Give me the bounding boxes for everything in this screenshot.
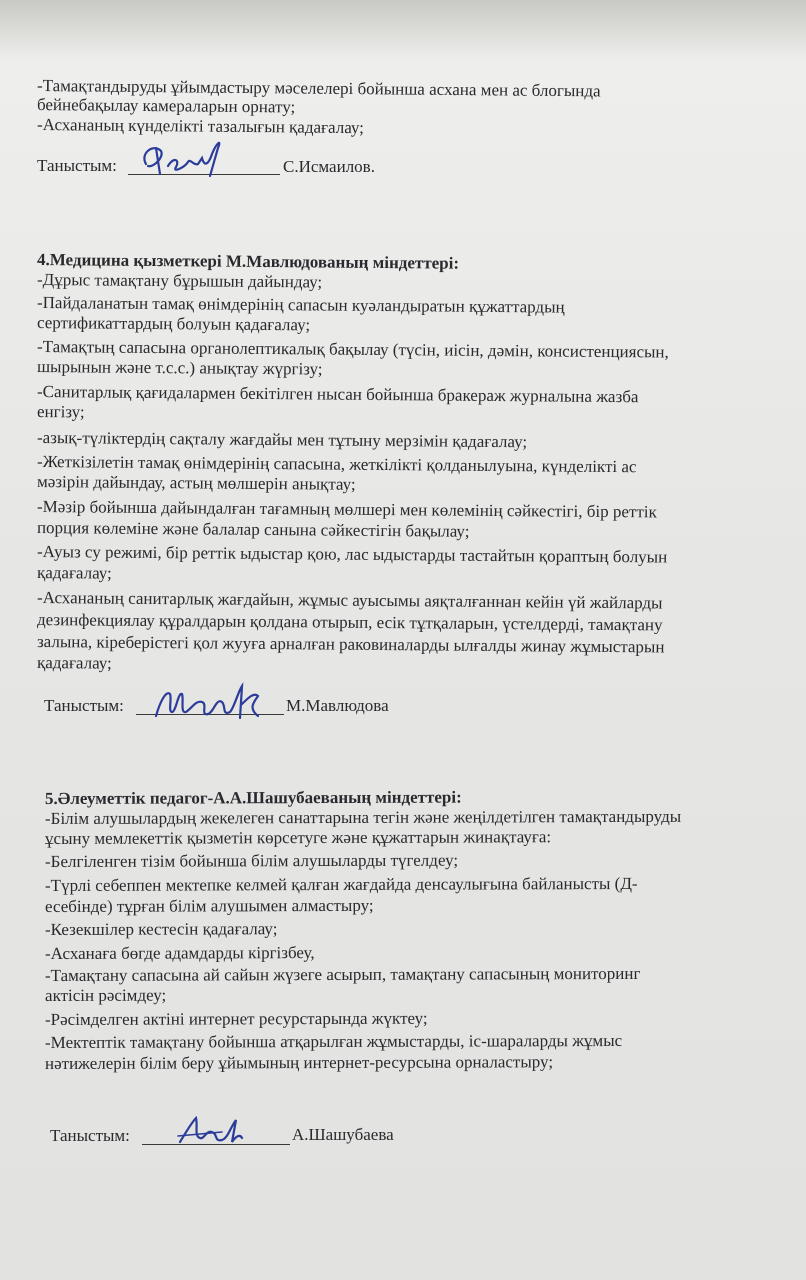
text-line: ұсыну мемлекеттік қызметін көрсетуге және құжаттарын жинақтауға:: [44, 827, 552, 848]
text-line: мәзірін дайындау, астың мөлшерін анықтау;: [36, 472, 356, 494]
page-shadow: [0, 0, 806, 60]
text-line: дезинфекциялау құралдарын қолдана отырып, есік тұтқаларын, үстелдерді, тамақтану: [36, 610, 663, 635]
text-line: залына, кіреберістегі қол жууға арналған раковиналарды ылғалды жинау жұмыстарын: [36, 632, 665, 657]
text-line: -Тамақтану сапасына ай сайын жүзеге асырып, тамақтану сапасының мониторинг: [44, 963, 641, 985]
signer-name: А.Шашубаева: [292, 1125, 394, 1144]
text-line: актісін рәсімдеу;: [44, 985, 167, 1005]
text-line: -Кезекшілер кестесін қадағалау;: [44, 919, 278, 939]
text-line: -азық-түліктердің сақталу жағдайы мен тұтыну мерзімін қадағалау;: [36, 428, 528, 452]
text-line: қадағалау;: [36, 653, 112, 673]
signature-image: [150, 682, 270, 729]
sign-label: Таныстым:: [50, 1126, 130, 1145]
text-line: -Білім алушылардың жекелеген санаттарына тегін және жеңілдетілген тамақтандыруды: [44, 806, 682, 828]
text-line: -Жеткізілетін тамақ өнімдерінің сапасына, жеткілікті қолданылуына, күнделікті ас: [36, 452, 637, 477]
text-line: -Мәзір бойынша дайындалған тағамның мөлшері мен көлемінің сәйкестігі, бір реттік: [36, 497, 657, 522]
text-line: сертификаттардың болуын қадағалау;: [36, 313, 311, 335]
text-line: -Түрлі себеппен мектепке келмей қалған жағдайда денсаулығына байланысты (Д-: [44, 873, 638, 895]
text-line: -Белгіленген тізім бойынша білім алушыларды түгелдеу;: [44, 850, 459, 871]
text-line: -Тамақтың сапасына органолептикалық бақылау (түсін, иісін, дәмін, консистенциясын,: [36, 337, 669, 362]
text-line: -Асхананың санитарлық жағдайын, жұмыс ауысымы аяқталғаннан кейін үй жайларды: [36, 588, 663, 613]
signature-image: [176, 1112, 246, 1153]
text-line: -Ауыз су режимі, бір реттік ыдыстар қою, лас ыдыстарды тастайтын қораптың болуын: [36, 542, 668, 567]
sign-label: Таныстым:: [37, 156, 117, 175]
text-line: -Дұрыс тамақтану бұрышын дайындау;: [36, 270, 323, 292]
text-line: -Пайдаланатын тамақ өнімдерінің сапасын куәландыратын құжаттардың: [36, 293, 565, 317]
text-line: есебінде) тұрған білім алушымен алмастыру;: [44, 895, 374, 916]
text-line: -Санитарлық қағидалармен бекітілген нысан бойынша бракераж журналына жазба: [36, 382, 639, 407]
sign-label: Таныстым:: [44, 696, 124, 715]
section-heading: 4.Медицина қызметкері М.Мавлюдованың міндеттері:: [36, 250, 460, 273]
text-line: бейнебақылау камераларын орнату;: [36, 95, 296, 117]
text-line: -Рәсімделген актіні интернет ресурстарында жүктеу;: [44, 1008, 428, 1029]
text-line: -Асхананың күнделікті тазалығын қадағалау;: [36, 115, 365, 138]
text-line: -Асханаға бөгде адамдарды кіргізбеу,: [44, 943, 315, 963]
signer-name: М.Мавлюдова: [286, 696, 389, 715]
text-line: қадағалау;: [36, 563, 112, 583]
text-line: нәтижелерін білім беру ұйымының интернет-ресурсына орналастыру;: [44, 1052, 554, 1073]
section-heading: 5.Әлеуметтік педагог-А.А.Шашубаеваның міндеттері:: [44, 787, 462, 808]
text-line: -Тамақтандыруды ұйымдастыру мәселелері бойынша асхана мен ас блогында: [36, 76, 601, 101]
text-line: порция көлеміне және балалар санына сәйкестігін бақылау;: [36, 518, 470, 541]
text-line: енгізу;: [36, 402, 85, 422]
text-line: -Мектептік тамақтану бойынша атқарылған жұмыстарды, іс-шараларды жұмыс: [44, 1030, 623, 1052]
signature-image: [138, 136, 228, 186]
text-line: шырынын және т.с.с.) анықтау жүргізу;: [36, 357, 323, 379]
signer-name: С.Исмаилов.: [283, 157, 375, 176]
